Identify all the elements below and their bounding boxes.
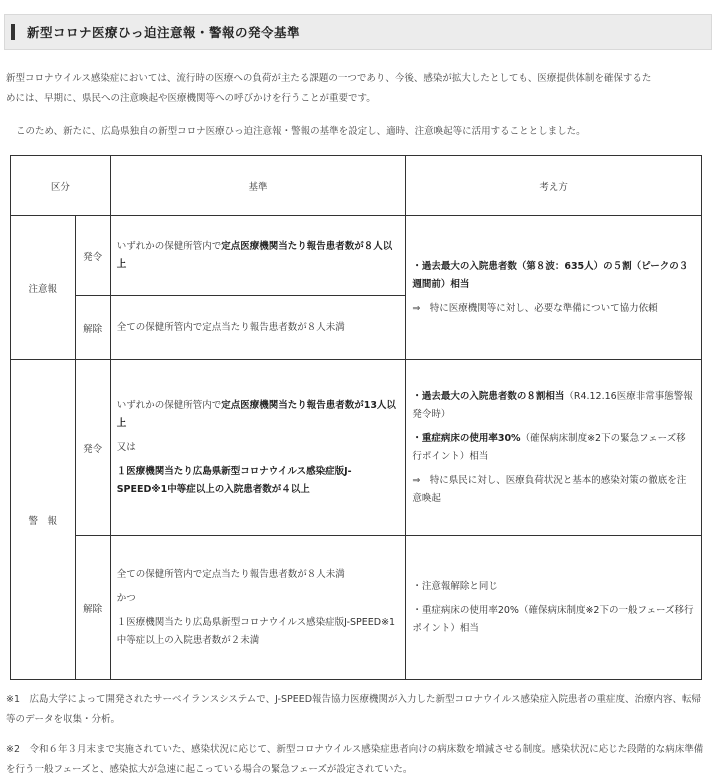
advisory-thought-1: ・過去最大の入院患者数（第８波：635人）の５割（ピークの３週間前）相当 bbox=[412, 260, 689, 290]
criteria-table bbox=[10, 155, 702, 680]
warning-lift-thought bbox=[406, 536, 702, 680]
table-row-advisory-issue bbox=[11, 216, 702, 296]
title-bar bbox=[4, 14, 712, 50]
warning-issue-thought-2a: ・重症病床の使用率30% bbox=[412, 432, 521, 444]
advisory-label: 注意報 bbox=[11, 216, 76, 360]
advisory-lift-basis: 全ての保健所管内で定点当たり報告患者数が８人未満 bbox=[110, 296, 406, 360]
warning-lift-basis-2: １医療機関当たり広島県新型コロナウイルス感染症版J-SPEED※1中等症以上の入院患者数が２未満 bbox=[116, 616, 396, 646]
footnote-1: ※1 広島大学によって開発されたサーベイランスシステムで、J-SPEED報告協力医療機関が入力した新型コロナウイルス感染症入院患者の重症度、治療内容、転帰等のデータを収集・分析。 bbox=[6, 694, 701, 725]
warning-issue-thought-3: ⇒ 特に県民に対し、医療負荷状況と基本的感染対策の徹底を注意喚起 bbox=[412, 474, 687, 504]
warning-label: 警 報 bbox=[11, 360, 76, 680]
warning-issue-basis bbox=[110, 360, 406, 536]
footnote-2: ※2 令和６年３月末まで実施されていた、感染状況に応じて、新型コロナウイルス感染症患者向けの病床数を増減させる制度。感染状況に応じた段階的な病床準備を行う一般フェーズと、感染拡大が急速に起こっている場合の緊急フェーズが設定されていた。 bbox=[6, 744, 704, 775]
advisory-thought bbox=[406, 216, 702, 360]
warning-lift-basis bbox=[110, 536, 406, 680]
warning-issue-basis-1a: いずれかの保健所管内で bbox=[116, 399, 222, 411]
title-accent-bar bbox=[11, 24, 15, 40]
intro-paragraph-2: このため、新たに、広島県独自の新型コロナ医療ひっ迫注意報・警報の基準を設定し、適時、注意喚起等に活用することとしました。 bbox=[16, 126, 586, 137]
advisory-issue-label: 発令 bbox=[75, 216, 110, 296]
advisory-issue-basis bbox=[110, 216, 406, 296]
warning-issue-thought-2 bbox=[412, 430, 695, 466]
warning-issue-thought-2b: （確保病床制度※2下の緊急フェーズ移行ポイント）相当 bbox=[412, 432, 686, 462]
advisory-issue-basis-a: いずれかの保健所管内で bbox=[116, 240, 222, 252]
advisory-thought-2: ⇒ 特に医療機関等に対し、必要な準備について協力依頼 bbox=[412, 302, 658, 314]
warning-lift-label: 解除 bbox=[75, 536, 110, 680]
warning-issue-basis-1 bbox=[117, 397, 400, 433]
warning-issue-basis-1b: 定点医療機関当たり報告患者数が13人以上 bbox=[116, 399, 396, 429]
page-title: 新型コロナ医療ひっ迫注意報・警報の発令基準 bbox=[27, 25, 301, 40]
warning-lift-thought-1: ・注意報解除と同じ bbox=[412, 580, 498, 592]
header-category: 区分 bbox=[11, 156, 111, 216]
warning-lift-basis-1: 全ての保健所管内で定点当たり報告患者数が８人未満 bbox=[116, 568, 345, 580]
warning-issue-thought-1a: ・過去最大の入院患者数の８割相当 bbox=[412, 390, 565, 402]
advisory-issue-basis-b: 定点医療機関当たり報告患者数が８人以上 bbox=[116, 240, 393, 270]
header-thought: 考え方 bbox=[406, 156, 702, 216]
table-header-row bbox=[11, 156, 702, 216]
header-basis: 基準 bbox=[110, 156, 406, 216]
intro-paragraph-1 bbox=[6, 69, 710, 109]
advisory-lift-label: 解除 bbox=[75, 296, 110, 360]
warning-issue-or: 又は bbox=[116, 441, 136, 453]
warning-issue-thought-1b: （R4.12.16医療非常事態警報発令時） bbox=[412, 390, 693, 420]
intro-line-2: めには、早期に、県民への注意喚起や医療機関等への呼びかけを行うことが重要です。 bbox=[6, 93, 376, 104]
intro-line-1: 新型コロナウイルス感染症においては、流行時の医療への負荷が主たる課題の一つであり、今後、感染が拡大したとしても、医療提供体制を確保するた bbox=[6, 73, 652, 84]
warning-lift-and: かつ bbox=[116, 592, 136, 604]
warning-issue-basis-2: １医療機関当たり広島県新型コロナウイルス感染症版J-SPEED※1中等症以上の入院患者数が４以上 bbox=[116, 465, 352, 495]
warning-issue-thought-1 bbox=[412, 388, 695, 424]
table-row-warning-lift bbox=[11, 536, 702, 680]
table-row-warning-issue bbox=[11, 360, 702, 536]
warning-issue-thought bbox=[406, 360, 702, 536]
warning-issue-label: 発令 bbox=[75, 360, 110, 536]
warning-lift-thought-2: ・重症病床の使用率20%（確保病床制度※2下の一般フェーズ移行ポイント）相当 bbox=[412, 604, 694, 634]
